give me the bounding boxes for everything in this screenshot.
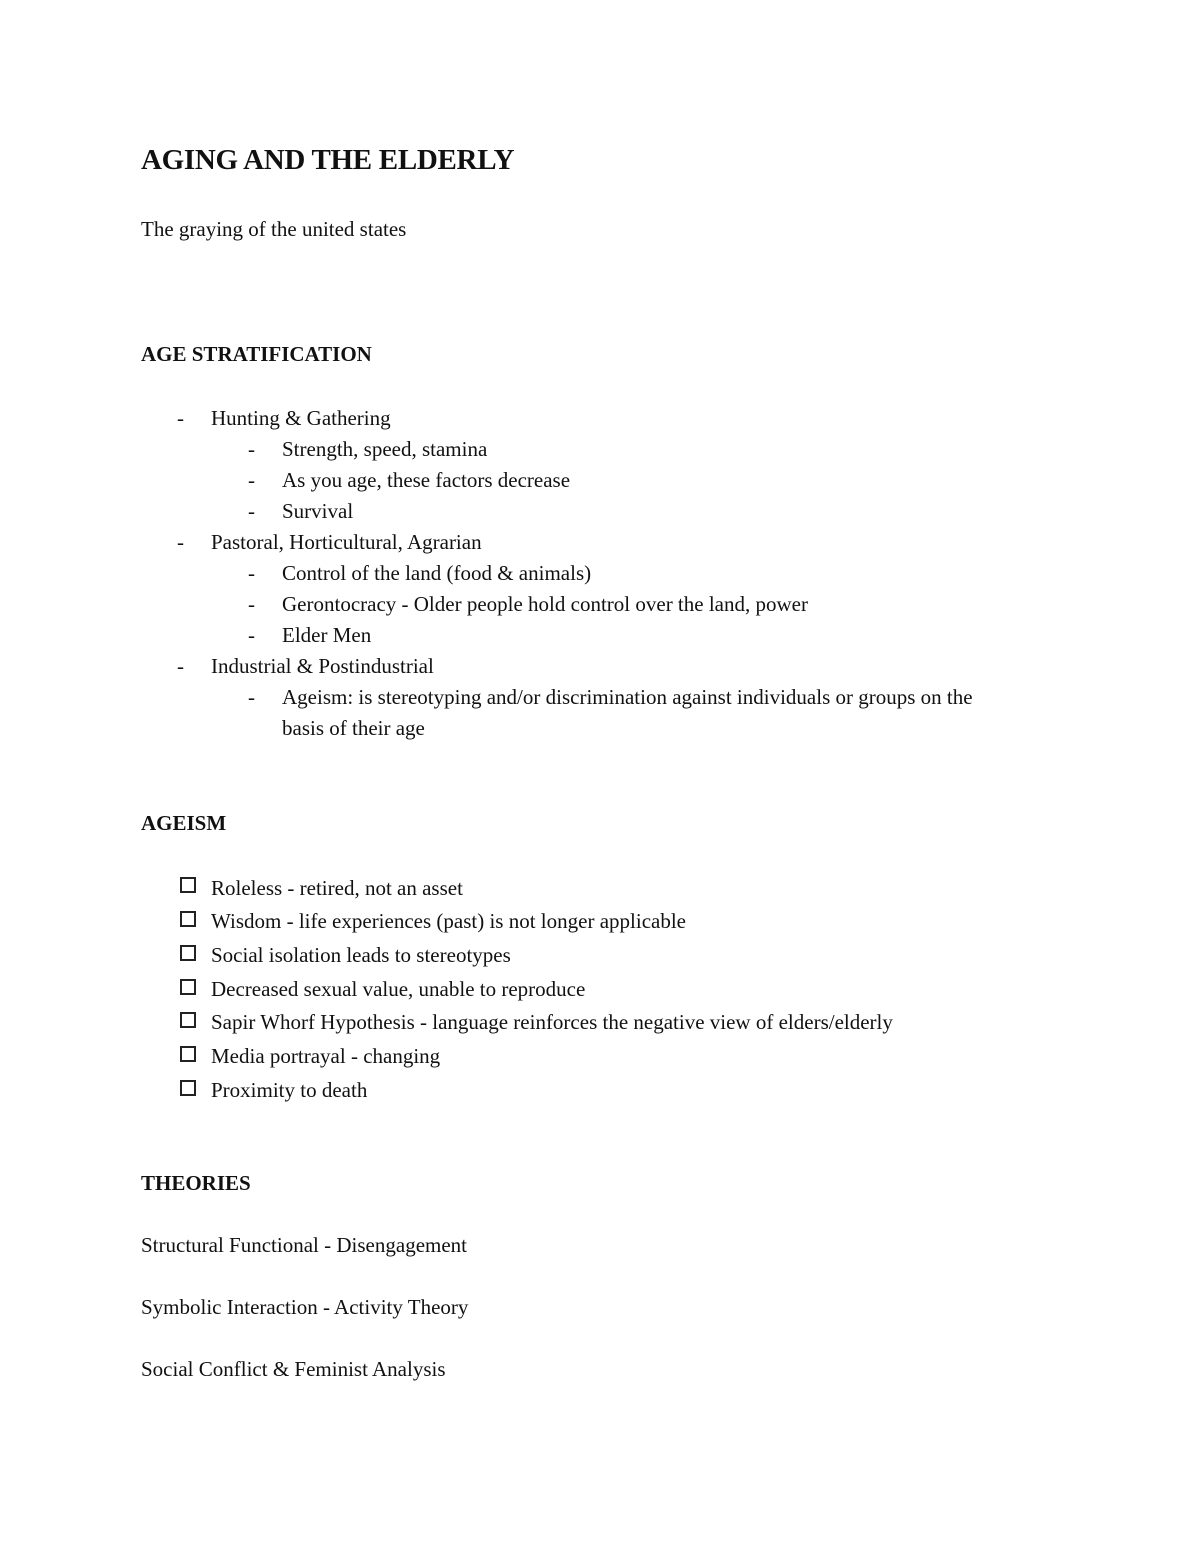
checkbox-icon[interactable] — [180, 1080, 196, 1096]
stratification-subitem: Survival — [282, 499, 354, 523]
checkbox-icon[interactable] — [180, 979, 196, 995]
dash-bullet: - — [177, 654, 184, 678]
ageism-item: Media portrayal - changing — [211, 1044, 441, 1068]
theory-item: Structural Functional - Disengagement — [141, 1233, 468, 1257]
document-subtitle: The graying of the united states — [141, 217, 407, 241]
checkbox-icon[interactable] — [180, 911, 196, 927]
stratification-subitem: Control of the land (food & animals) — [282, 561, 592, 585]
theory-item: Symbolic Interaction - Activity Theory — [141, 1295, 469, 1319]
checkbox-icon[interactable] — [180, 1012, 196, 1028]
ageism-item: Social isolation leads to stereotypes — [211, 943, 511, 967]
stratification-group-label: Pastoral, Horticultural, Agrarian — [211, 530, 482, 554]
dash-bullet: - — [177, 406, 184, 430]
dash-bullet: - — [177, 530, 184, 554]
dash-bullet: - — [248, 437, 255, 461]
theory-item: Social Conflict & Feminist Analysis — [141, 1357, 446, 1381]
checkbox-icon[interactable] — [180, 1046, 196, 1062]
stratification-subitem-continuation: basis of their age — [282, 716, 425, 740]
stratification-group-label: Hunting & Gathering — [211, 406, 391, 430]
ageism-item: Decreased sexual value, unable to reproduce — [211, 977, 586, 1001]
checkbox-icon[interactable] — [180, 877, 196, 893]
ageism-heading: AGEISM — [141, 811, 227, 835]
dash-bullet: - — [248, 499, 255, 523]
dash-bullet: - — [248, 623, 255, 647]
age-stratification-heading: AGE STRATIFICATION — [141, 342, 372, 366]
dash-bullet: - — [248, 592, 255, 616]
dash-bullet: - — [248, 685, 255, 709]
stratification-subitem: As you age, these factors decrease — [282, 468, 571, 492]
dash-bullet: - — [248, 561, 255, 585]
theories-heading: THEORIES — [141, 1171, 251, 1195]
ageism-item: Proximity to death — [211, 1078, 368, 1102]
stratification-subitem: Gerontocracy - Older people hold control over the land, power — [282, 592, 808, 616]
stratification-subitem: Strength, speed, stamina — [282, 437, 488, 461]
stratification-subitem: Ageism: is stereotyping and/or discrimination against individuals or groups on the — [282, 685, 973, 709]
ageism-item: Wisdom - life experiences (past) is not longer applicable — [211, 909, 686, 933]
dash-bullet: - — [248, 468, 255, 492]
checkbox-icon[interactable] — [180, 945, 196, 961]
ageism-item: Roleless - retired, not an asset — [211, 876, 463, 900]
stratification-subitem: Elder Men — [282, 623, 372, 647]
ageism-item: Sapir Whorf Hypothesis - language reinforces the negative view of elders/elderly — [211, 1010, 893, 1034]
stratification-group-label: Industrial & Postindustrial — [211, 654, 434, 678]
document-title: AGING AND THE ELDERLY — [141, 144, 515, 176]
